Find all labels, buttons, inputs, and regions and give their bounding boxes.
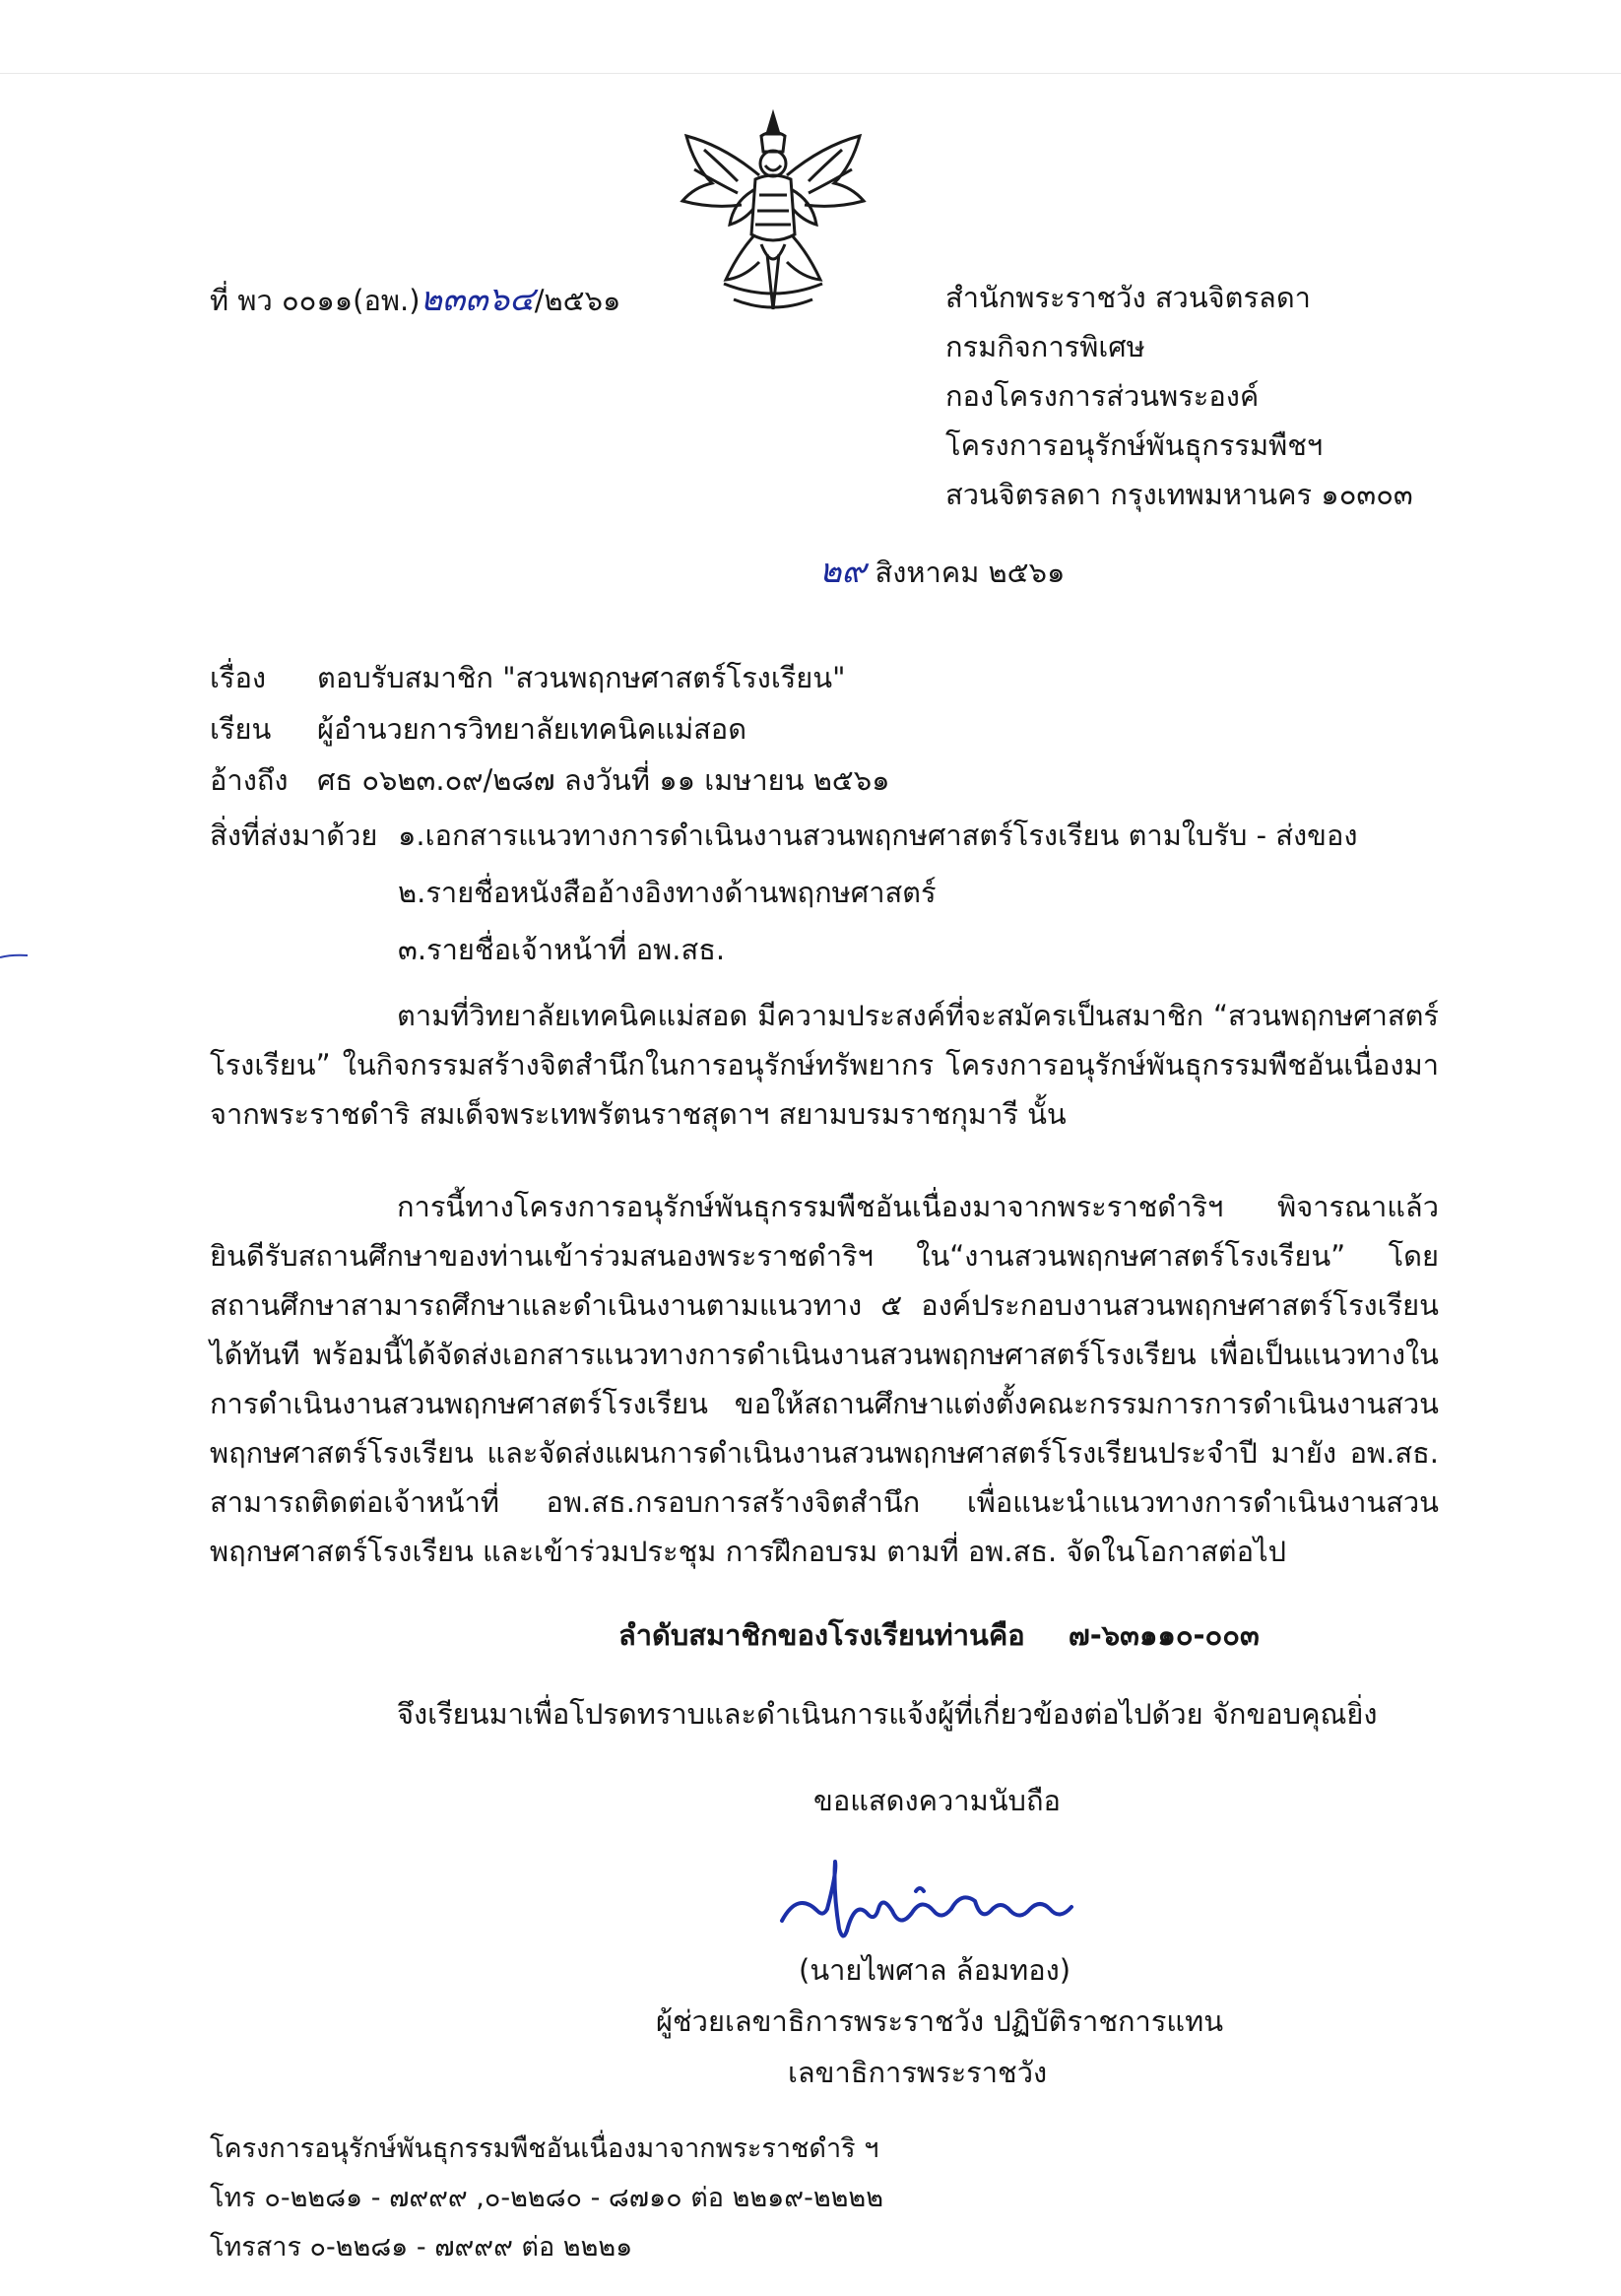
- member-label: ลำดับสมาชิกของโรงเรียนท่านคือ: [618, 1618, 1025, 1652]
- to-value: ผู้อำนวยการวิทยาลัยเทคนิคแม่สอด: [317, 712, 747, 746]
- body-paragraph-1: [210, 991, 1439, 1139]
- enclosure-item-2: ๒.รายชื่อหนังสืออ้างอิงทางด้านพฤกษศาสตร์: [398, 876, 937, 909]
- date-month-year: สิงหาคม ๒๕๖๑: [875, 556, 1066, 589]
- sender-address-line-4: โครงการอนุรักษ์พันธุกรรมพืชฯ: [945, 428, 1324, 462]
- subject-label: เรื่อง: [210, 661, 267, 694]
- reference-label: อ้างถึง: [210, 763, 289, 797]
- sender-address-line-1: สำนักพระราชวัง สวนจิตรลดา: [945, 281, 1311, 314]
- sender-address-line-3: กองโครงการส่วนพระองค์: [945, 379, 1260, 413]
- footer-fax: โทรสาร ๐-๒๒๘๑ - ๗๙๙๙ ต่อ ๒๒๒๑: [210, 2232, 633, 2263]
- body-paragraph-1-text: ตามที่วิทยาลัยเทคนิคแม่สอด มีความประสงค์ที่จะสมัครเป็นสมาชิก “สวนพฤกษศาสตร์โรงเรียน” ในกิจกรรมสร้างจิตสำนึกในการอนุรักษ์ทรัพยากร โครงการอนุรักษ์พันธุกรรมพืชอันเนื่องมาจากพระราชดำริ สมเด็จพระเทพรัตนราชสุดาฯ สยามบรมราชกุมารี นั้น: [210, 999, 1439, 1131]
- handwritten-signature: [768, 1852, 1103, 1960]
- reference-prefix: ที่ พว ๐๐๑๑(อพ.): [210, 284, 421, 317]
- member-number: ๗-๖๓๑๑๐-๐๐๓: [1068, 1618, 1260, 1652]
- to-label: เรียน: [210, 712, 272, 746]
- signer-position-2: เลขาธิการพระราชวัง: [788, 2056, 1048, 2089]
- footer-organization: โครงการอนุรักษ์พันธุกรรมพืชอันเนื่องมาจากพระราชดำริ ฯ: [210, 2133, 879, 2164]
- body-paragraph-2-text: การนี้ทางโครงการอนุรักษ์พันธุกรรมพืชอันเนื่องมาจากพระราชดำริฯ พิจารณาแล้ว ยินดีรับสถานศึกษาของท่านเข้าร่วมสนองพระราชดำริฯ ใน“งานสวนพฤกษศาสตร์โรงเรียน” โดยสถานศึกษาสามารถศึกษาและดำเนินงานตามแนวทาง ๕ องค์ประกอบงานสวนพฤกษศาสตร์โรงเรียนได้ทันที พร้อมนี้ได้จัดส่งเอกสารแนวทางการดำเนินงานสวนพฤกษศาสตร์โรงเรียน เพื่อเป็นแนวทางในการดำเนินงานสวนพฤกษศาสตร์โรงเรียน ขอให้สถานศึกษาแต่งตั้งคณะกรรมการการดำเนินงานสวนพฤกษศาสตร์โรงเรียน และจัดส่งแผนการดำเนินงานสวนพฤกษศาสตร์โรงเรียนประจำปี มายัง อพ.สธ. สามารถติดต่อเจ้าหน้าที่ อพ.สธ.กรอบการสร้างจิตสำนึก เพื่อแนะนำแนวทางการดำเนินงานสวนพฤกษศาสตร์โรงเรียน และเข้าร่วมประชุม การฝึกอบรม ตามที่ อพ.สธ. จัดในโอกาสต่อไป: [210, 1190, 1439, 1568]
- salutation: ขอแสดงความนับถือ: [813, 1784, 1061, 1817]
- sender-address-line-5: สวนจิตรลดา กรุงเทพมหานคร ๑๐๓๐๓: [945, 478, 1413, 511]
- sender-address-line-2: กรมกิจการพิเศษ: [945, 330, 1145, 363]
- reference-year: /๒๕๖๑: [534, 284, 621, 317]
- date-day-handwritten: ๒๙: [819, 552, 867, 591]
- member-number-line: [618, 1615, 1260, 1655]
- garuda-emblem-icon: [665, 106, 881, 318]
- letter-date: [819, 552, 1065, 592]
- enclosure-item-3: ๓.รายชื่อเจ้าหน้าที่ อพ.สธ.: [398, 933, 726, 966]
- reference-handwritten-number: ๒๓๓๖๔: [420, 280, 535, 319]
- subject-value: ตอบรับสมาชิก "สวนพฤกษศาสตร์โรงเรียน": [317, 661, 846, 694]
- signer-name: (นายไพศาล ล้อมทอง): [799, 1953, 1071, 1987]
- edge-pen-mark: [0, 953, 30, 959]
- reference-line: [210, 280, 620, 320]
- footer-phone: โทร ๐-๒๒๘๑ - ๗๙๙๙ ,๐-๒๒๘๐ - ๘๗๑๐ ต่อ ๒๒๑๙-๒๒๒๒: [210, 2183, 884, 2213]
- signer-position-1: ผู้ช่วยเลขาธิการพระราชวัง ปฏิบัติราชการแทน: [656, 2004, 1224, 2038]
- closing-line: จึงเรียนมาเพื่อโปรดทราบและดำเนินการแจ้งผู้ที่เกี่ยวข้องต่อไปด้วย จักขอบคุณยิ่ง: [397, 1697, 1378, 1731]
- top-rule: [0, 73, 1621, 74]
- body-paragraph-2: [210, 1182, 1439, 1576]
- enclosure-label: สิ่งที่ส่งมาด้วย: [210, 819, 378, 852]
- reference-value: ศธ ๐๖๒๓.๐๙/๒๘๗ ลงวันที่ ๑๑ เมษายน ๒๕๖๑: [317, 763, 890, 797]
- enclosure-item-1: ๑.เอกสารแนวทางการดำเนินงานสวนพฤกษศาสตร์โรงเรียน ตามใบรับ - ส่งของ: [398, 819, 1358, 852]
